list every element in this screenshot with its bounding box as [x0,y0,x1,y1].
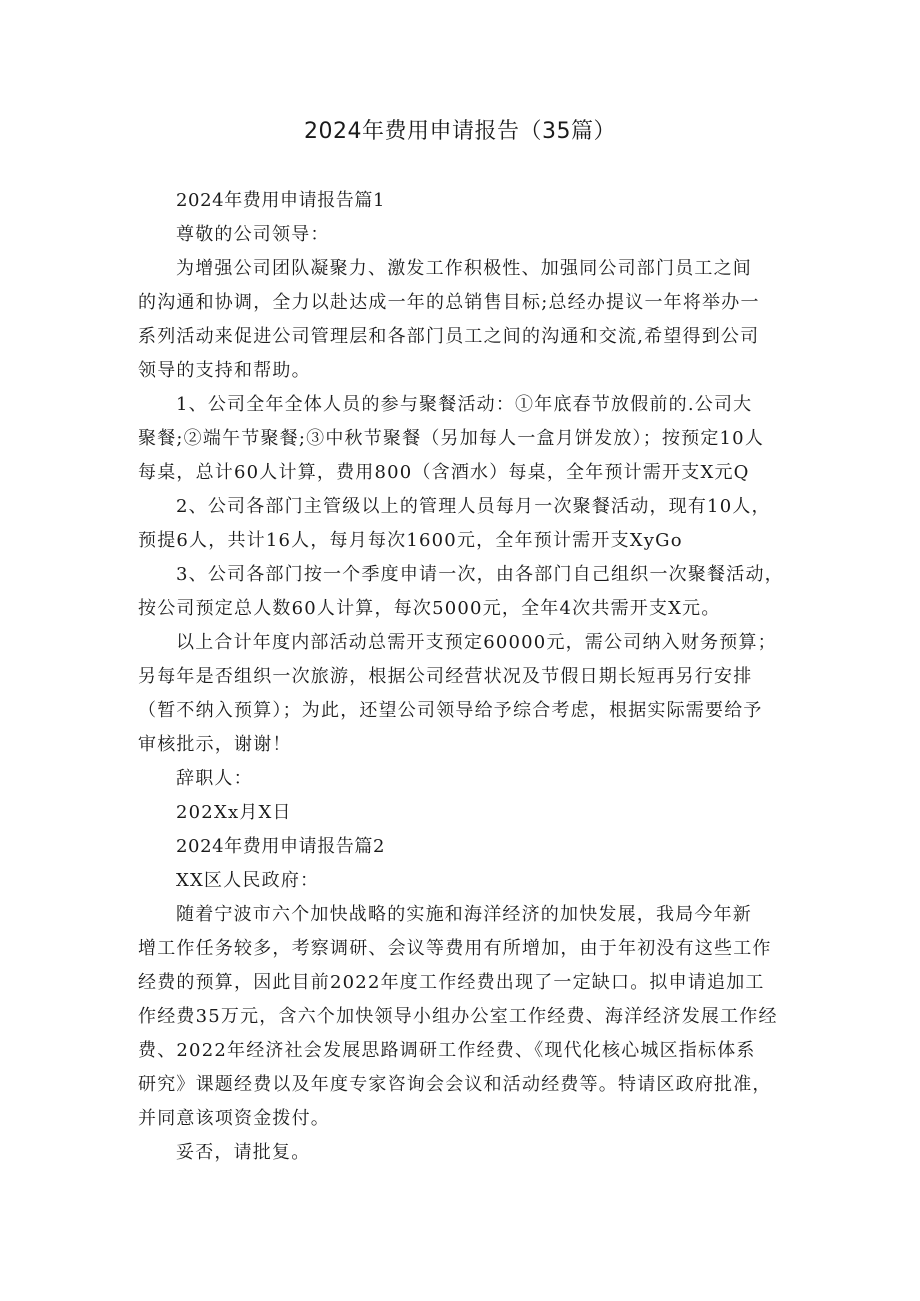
section-heading: 2024年费用申请报告篇1 [176,190,386,211]
text-line: 领导的支持和帮助。 [138,360,311,381]
text-line: 的沟通和协调，全力以赴达成一年的总销售目标;总经办提议一年将举办一 [138,292,760,313]
text-line: 尊敬的公司领导： [176,224,330,245]
text-line: 增工作任务较多，考察调研、会议等费用有所增加，由于年初没有这些工作 [138,938,772,959]
document-body [138,184,792,1170]
text-line: 聚餐;②端午节聚餐;③中秋节聚餐（另加每人一盒月饼发放）；按预定10人 [138,428,765,449]
text-line: 1、公司全年全体人员的参与聚餐活动：①年底春节放假前的.公司大 [176,394,753,415]
text-line: XX区人民政府： [176,870,320,891]
text-line: 2、公司各部门主管级以上的管理人员每月一次聚餐活动，现有10人， [176,496,771,517]
text-line: 辞职人： [176,768,253,789]
text-line: 并同意该项资金拨付。 [138,1108,330,1129]
document-title: 2024年费用申请报告（35篇） [304,119,616,144]
text-line: 3、公司各部门按一个季度申请一次，由各部门自己组织一次聚餐活动， [176,564,784,585]
text-line: 系列活动来促进公司管理层和各部门员工之间的沟通和交流,希望得到公司 [138,326,760,347]
text-line: 妥否，请批复。 [176,1142,311,1163]
text-line: （暂不纳入预算）；为此，还望公司领导给予综合考虑，根据实际需要给予 [138,700,763,721]
text-line: 为增强公司团队凝聚力、激发工作积极性、加强同公司部门员工之间 [176,258,752,279]
text-line: 预提6人，共计16人，每月每次1600元，全年预计需开支XyGo [138,530,683,551]
text-line: 按公司预定总人数60人计算，每次5000元，全年4次共需开支X元。 [138,598,721,619]
text-line: 审核批示，谢谢！ [138,734,292,755]
text-line: 202Xx月X日 [176,802,292,823]
text-line: 每桌，总计60人计算，费用800（含酒水）每桌，全年预计需开支X元Q [138,462,750,483]
text-line: 随着宁波市六个加快战略的实施和海洋经济的加快发展，我局今年新 [176,904,752,925]
text-line: 另每年是否组织一次旅游，根据公司经营状况及节假日期长短再另行安排 [138,666,753,687]
text-line: 以上合计年度内部活动总需开支预定60000元，需公司纳入财务预算； [176,632,777,653]
text-line: 费、2022年经济社会发展思路调研工作经费、《现代化核心城区指标体系 [138,1040,756,1061]
section-heading: 2024年费用申请报告篇2 [176,836,386,857]
text-line: 经费的预算，因此目前2022年度工作经费出现了一定缺口。拟申请追加工 [138,972,765,993]
text-line: 作经费35万元，含六个加快领导小组办公室工作经费、海洋经济发展工作经 [138,1006,778,1027]
text-line: 研究》课题经费以及年度专家咨询会会议和活动经费等。特请区政府批准， [138,1074,772,1095]
